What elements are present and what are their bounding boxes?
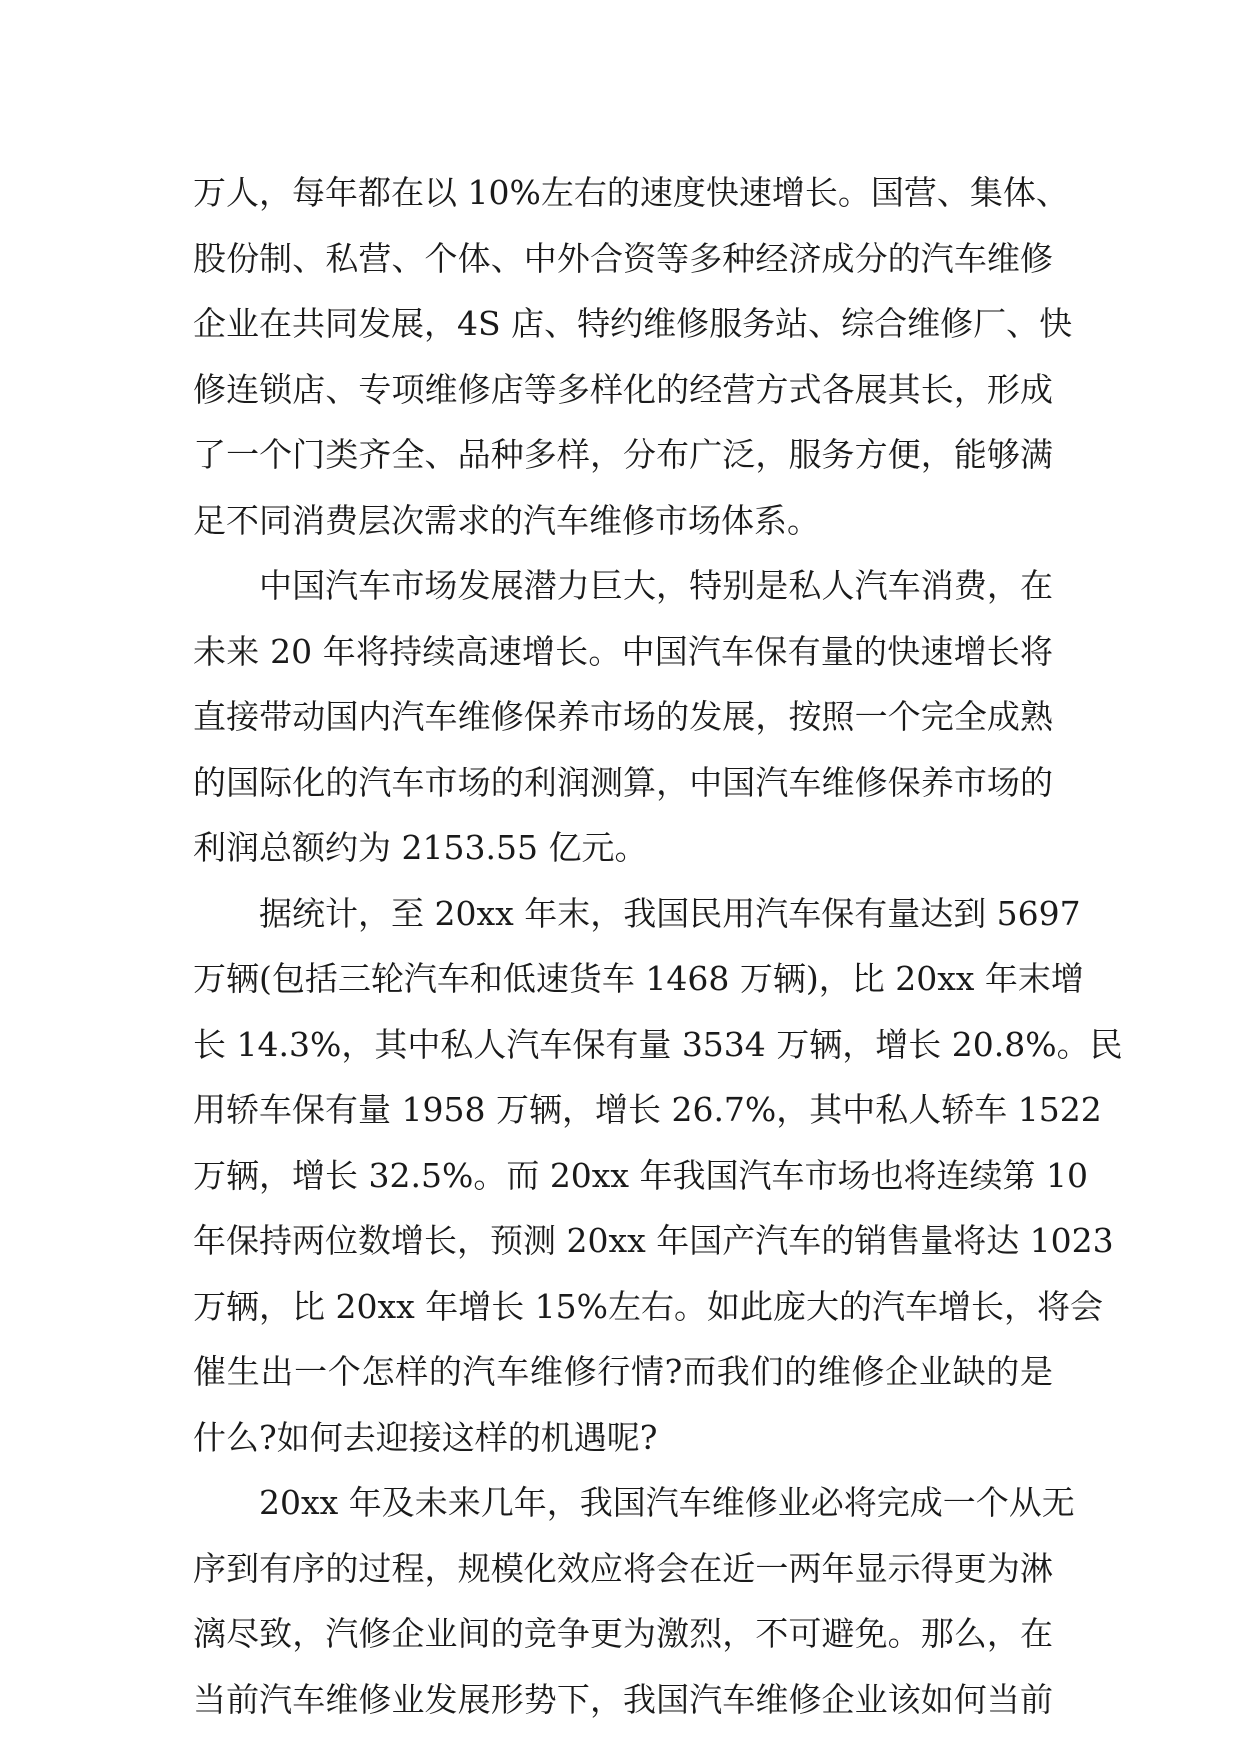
text-line: 足不同消费层次需求的汽车维修市场体系。	[193, 500, 820, 540]
text-line: 当前汽车维修业发展形势下，我国汽车维修企业该如何当前	[193, 1679, 1053, 1719]
paragraph	[193, 1470, 1075, 1732]
text-line: 万人，每年都在以 10%左右的速度快速增长。国营、集体、	[193, 173, 1069, 212]
text-line: 了一个门类齐全、品种多样，分布广泛，服务方便，能够满	[193, 435, 1053, 474]
text-line: 未来 20 年将持续高速增长。中国汽车保有量的快速增长将	[193, 631, 1053, 671]
paragraph	[193, 160, 1073, 553]
text-line: 20xx 年及未来几年，我国汽车维修业必将完成一个从无	[259, 1483, 1075, 1522]
text-line: 直接带动国内汽车维修保养市场的发展，按照一个完全成熟	[193, 697, 1053, 736]
text-line: 修连锁店、专项维修店等多样化的经营方式各展其长，形成	[193, 369, 1053, 409]
text-line: 年保持两位数增长，预测 20xx 年国产汽车的销售量将达 1023	[193, 1221, 1114, 1260]
text-line: 万辆，比 20xx 年增长 15%左右。如此庞大的汽车增长，将会	[193, 1286, 1104, 1326]
text-line: 股份制、私营、个体、中外合资等多种经济成分的汽车维修	[193, 238, 1053, 278]
text-line: 万辆(包括三轮汽车和低速货车 1468 万辆)，比 20xx 年末增	[193, 959, 1084, 998]
paragraph	[193, 881, 1123, 1471]
document-body	[193, 160, 1123, 1732]
text-line: 催生出一个怎样的汽车维修行情?而我们的维修企业缺的是	[193, 1352, 1053, 1391]
text-line: 序到有序的过程，规模化效应将会在近一两年显示得更为淋	[193, 1548, 1053, 1588]
text-line: 的国际化的汽车市场的利润测算，中国汽车维修保养市场的	[193, 762, 1053, 802]
text-line: 用轿车保有量 1958 万辆，增长 26.7%，其中私人轿车 1522	[193, 1090, 1102, 1129]
text-line: 什么?如何去迎接这样的机遇呢?	[193, 1417, 658, 1457]
text-line: 利润总额约为 2153.55 亿元。	[193, 828, 648, 867]
text-line: 据统计，至 20xx 年末，我国民用汽车保有量达到 5697	[259, 893, 1081, 933]
text-line: 中国汽车市场发展潜力巨大，特别是私人汽车消费，在	[259, 566, 1053, 605]
text-line: 万辆，增长 32.5%。而 20xx 年我国汽车市场也将连续第 10	[193, 1155, 1088, 1195]
text-line: 长 14.3%，其中私人汽车保有量 3534 万辆，增长 20.8%。民	[193, 1024, 1123, 1064]
paragraph	[193, 553, 1053, 881]
text-line: 企业在共同发展，4S 店、特约维修服务站、综合维修厂、快	[193, 304, 1073, 343]
text-line: 漓尽致，汽修企业间的竞争更为激烈，不可避免。那么，在	[193, 1614, 1053, 1653]
